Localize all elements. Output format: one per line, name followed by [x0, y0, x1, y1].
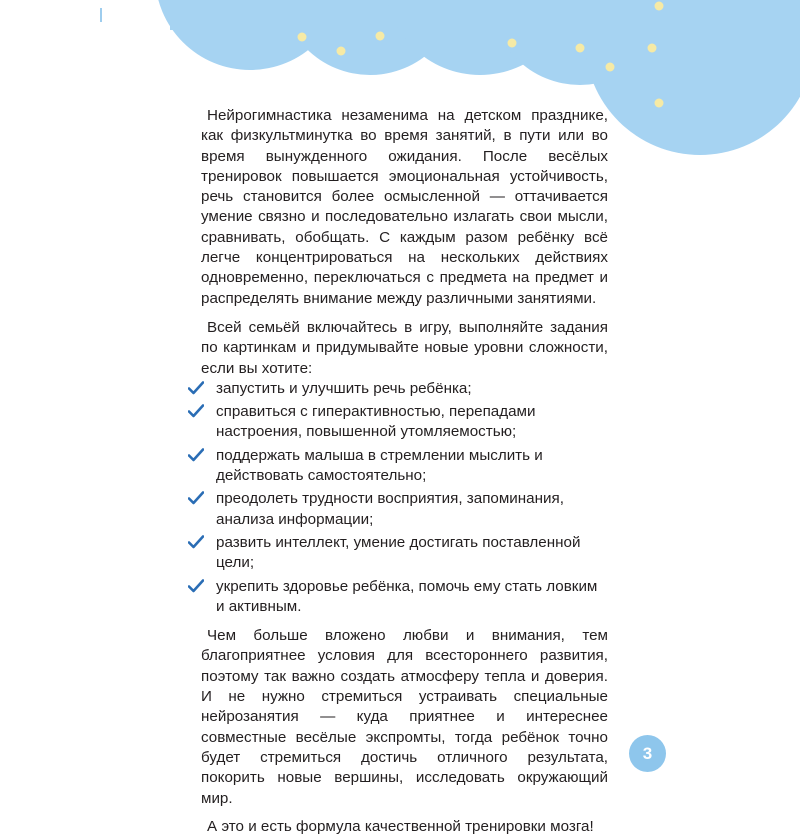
list-item [201, 577, 608, 618]
paragraph-invite: Всей семьёй включайтесь в игру, выполняйте задания по картинкам и придумывайте новые уровни сложности, если вы хотите: [201, 318, 608, 377]
checkmark-icon [188, 447, 204, 463]
list-item-text: укрепить здоровье ребёнка, помочь ему стать ловким и активным. [216, 577, 598, 615]
list-item-text: запустить и улучшить речь ребёнка; [216, 379, 472, 397]
paragraph-conclusion: А это и есть формула качественной тренировки мозга! [207, 817, 594, 835]
checkmark-icon [188, 380, 204, 396]
body-text [201, 106, 608, 837]
checkmark-icon [188, 578, 204, 594]
paragraph-atmosphere: Чем больше вложено любви и внимания, тем благоприятнее условия для всестороннего развития, поэтому так важно создать атмосферу тепла и доверия. И не нужно стремиться устраивать специальные нейрозанятия — куда приятнее и интереснее совместные весёлые экспромты, тогда ребёнок точно будет стремиться достичь отличного результата, покорить новые вершины, исследовать окружающий мир. [201, 627, 608, 807]
list-item [201, 379, 608, 399]
page-number: 3 [629, 735, 666, 772]
list-item-text: преодолеть трудности восприятия, запоминания, анализа информации; [216, 490, 564, 528]
list-item [201, 446, 608, 487]
list-item-text: поддержать малыша в стремлении мыслить и действовать самостоятельно; [216, 446, 543, 485]
list-item-text: справиться с гиперактивностью, перепадами настроения, повышенной утомляемостью; [216, 403, 536, 441]
list-item-text: развить интеллект, умение достигать поставленной цели; [216, 533, 581, 572]
checkmark-icon [188, 403, 204, 419]
list-item [201, 402, 608, 443]
list-item [201, 489, 608, 530]
goals-list [201, 379, 608, 617]
list-item [201, 533, 608, 574]
paragraph-intro: Нейрогимнастика незаменима на детском празднике, как физкультминутка во время занятий, в пути или во время вынужденного ожидания. После весёлых тренировок повышается эмоциональная устойчивость, речь становится более осмысленной — оттачивается умение связно и последовательно излагать свои мысли, сравнивать, обобщать. С каждым разом ребёнку всё легче концентрироваться на нескольких действиях одновременно, переключаться с предмета на предмет и распределять внимание между различными занятиями. [201, 107, 608, 307]
checkmark-icon [188, 534, 204, 550]
checkmark-icon [188, 490, 204, 506]
